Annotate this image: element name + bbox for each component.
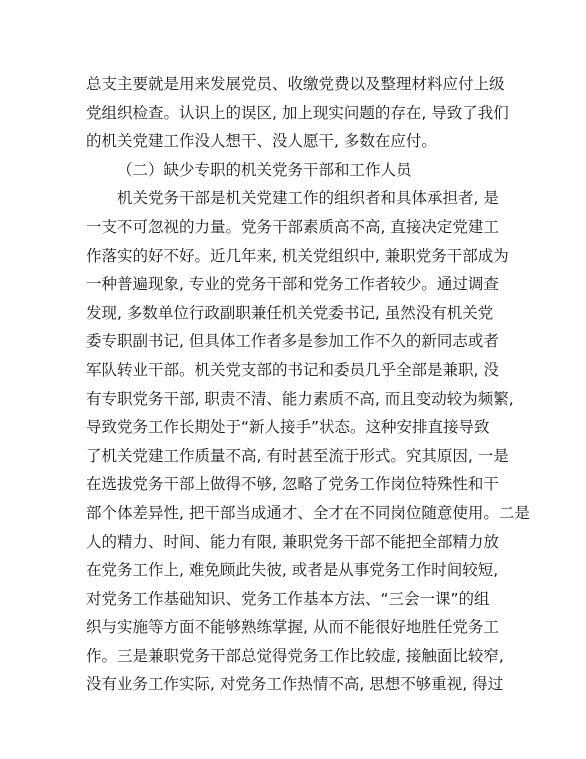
- text-line: 委专职副书记, 但具体工作者多是参加工作不久的新同志或者: [86, 332, 499, 351]
- text-line: 在选拔党务干部上做得不够, 忽略了党务工作岗位特殊性和干: [86, 475, 499, 494]
- text-line: 没有业务工作实际, 对党务工作热情不高, 思想不够重视, 得过: [86, 675, 504, 694]
- text-line: 作落实的好不好。近几年来, 机关党组织中, 兼职党务干部成为: [86, 246, 509, 265]
- text-line: 一支不可忽视的力量。党务干部素质高不高, 直接决定党建工: [86, 217, 499, 236]
- paragraph-first-line: 机关党务干部是机关党建工作的组织者和具体承担者, 是: [117, 189, 499, 208]
- text-line: 织与实施等方面不能够熟练掌握, 从而不能很好地胜任党务工: [86, 618, 499, 637]
- text-line: 军队转业干部。机关党支部的书记和委员几乎全部是兼职, 没: [86, 360, 499, 379]
- text-line: 总支主要就是用来发展党员、收缴党费以及整理材料应付上级: [86, 75, 505, 93]
- text-line: 发现, 多数单位行政副职兼任机关党委书记, 虽然没有机关党: [86, 303, 494, 322]
- text-line: 对党务工作基础知识、党务工作基本方法、“三会一课”的组: [86, 589, 490, 608]
- text-line: 人的精力、时间、能力有限, 兼职党务干部不能把全部精力放: [86, 532, 499, 551]
- text-line: 部个体差异性, 把干部当成通才、全才在不同岗位随意使用。二是: [86, 503, 530, 522]
- text-line: 作。三是兼职党务干部总觉得党务工作比较虚, 接触面比较窄,: [86, 646, 504, 665]
- text-line: 在党务工作上, 难免顾此失彼, 或者是从事党务工作时间较短,: [86, 561, 499, 580]
- body-text: [86, 70, 530, 699]
- text-line: 了机关党建工作质量不高, 有时甚至流于形式。究其原因, 一是: [86, 446, 509, 465]
- text-line: 导致党务工作长期处于“新人接手”状态。这种安排直接导致: [86, 418, 490, 437]
- text-line: 党组织检查。认识上的误区, 加上现实问题的存在, 导致了我们: [86, 103, 509, 122]
- text-line: 有专职党务干部, 职责不清、能力素质不高, 而且变动较为频繁,: [86, 389, 514, 408]
- text-line: 一种普遍现象, 专业的党务干部和党务工作者较少。通过调查: [86, 275, 499, 294]
- section-heading: （二）缺少专职的机关党务干部和工作人员: [117, 160, 412, 179]
- text-line: 的机关党建工作没人想干、没人愿干, 多数在应付。: [86, 132, 437, 151]
